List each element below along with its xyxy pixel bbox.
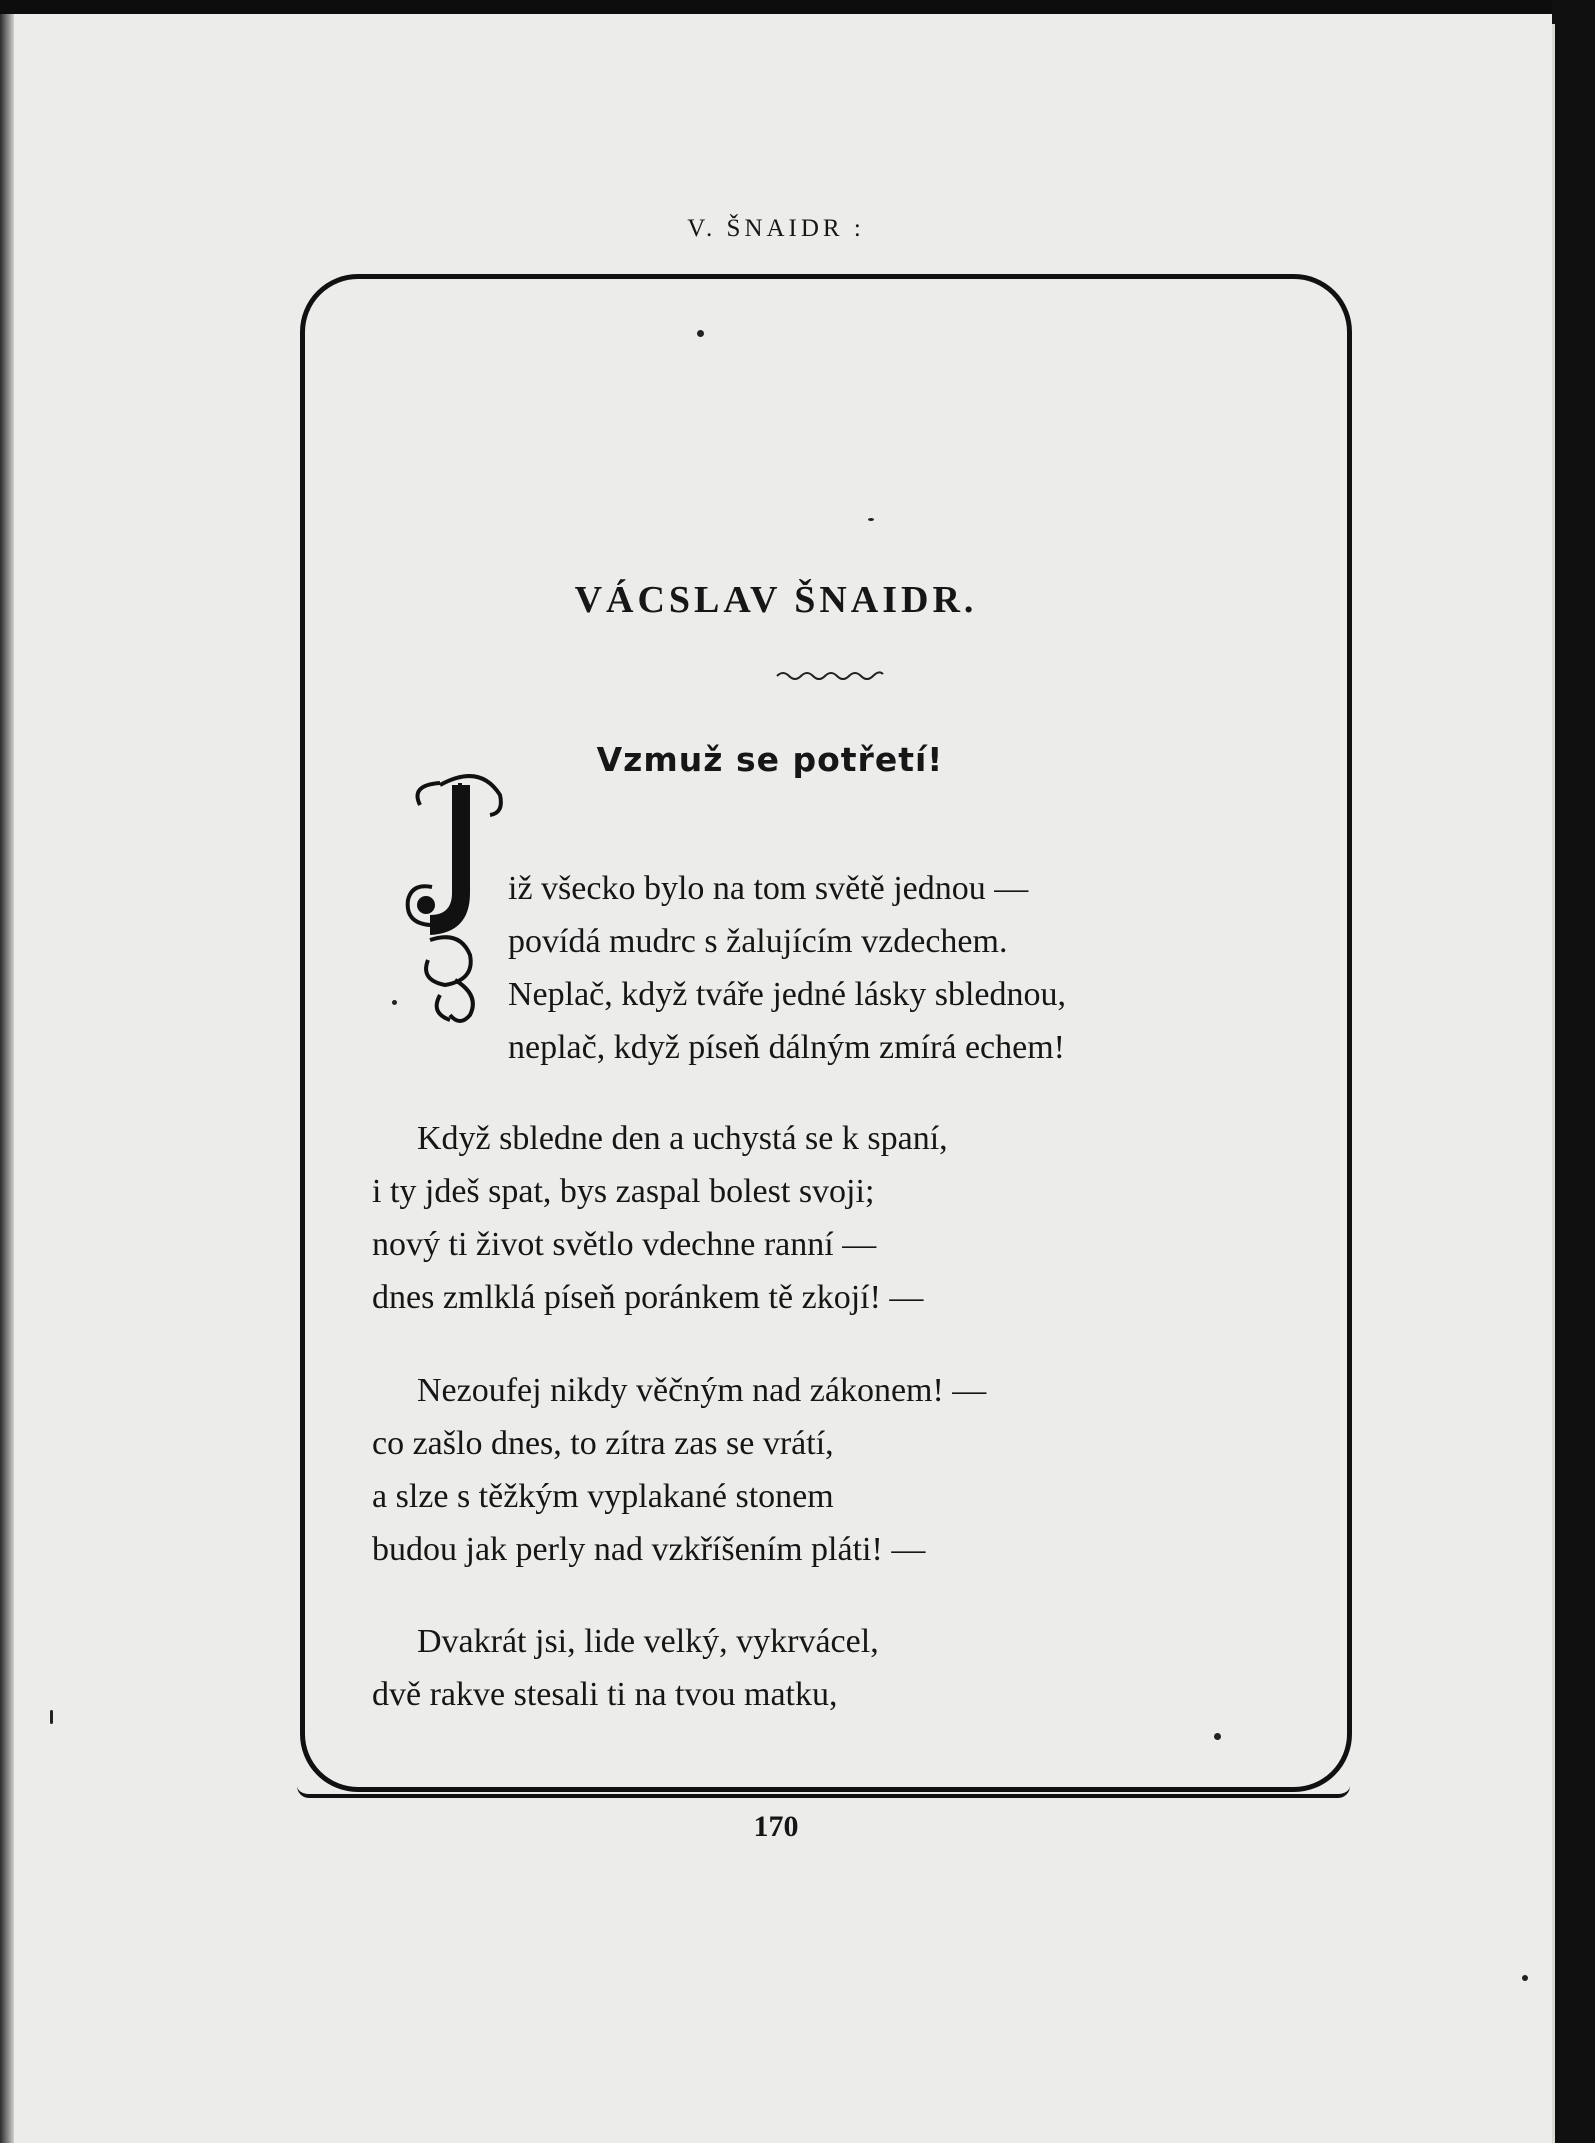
stanza-3 bbox=[372, 1364, 986, 1576]
ink-speck bbox=[697, 330, 704, 337]
ornamental-squiggle bbox=[775, 668, 885, 680]
stanza-2 bbox=[372, 1112, 948, 1324]
verse-line: Nezoufej nikdy věčným nad zákonem! — bbox=[417, 1372, 987, 1409]
verse-line: nový ti život světlo vdechne ranní — bbox=[372, 1226, 877, 1263]
ink-speck bbox=[1522, 1975, 1528, 1981]
ink-speck bbox=[50, 1710, 53, 1724]
author-heading: VÁCSLAV ŠNAIDR. bbox=[574, 579, 978, 621]
ink-speck bbox=[868, 518, 874, 521]
verse-line: povídá mudrc s žalujícím vzdechem. bbox=[508, 923, 1008, 960]
poem-title: Vzmuž se potřetí! bbox=[596, 740, 944, 779]
stanza-1 bbox=[508, 862, 1066, 1074]
book-gutter bbox=[1552, 0, 1595, 2143]
verse-line: co zašlo dnes, to zítra zas se vrátí, bbox=[372, 1425, 834, 1462]
verse-line: Když sbledne den a uchystá se k spaní, bbox=[417, 1120, 948, 1157]
verse-line: Dvakrát jsi, lide velký, vykrvácel, bbox=[417, 1623, 879, 1660]
drop-cap-ornament bbox=[400, 765, 510, 1030]
verse-line: dvě rakve stesali ti na tvou matku, bbox=[372, 1676, 838, 1713]
verse-line: neplač, když píseň dálným zmírá echem! bbox=[508, 1029, 1065, 1066]
verse-line: iž všecko bylo na tom světě jednou — bbox=[508, 870, 1029, 907]
verse-line: a slze s těžkým vyplakané stonem bbox=[372, 1478, 834, 1515]
verse-line: budou jak perly nad vzkříšením pláti! — bbox=[372, 1531, 926, 1568]
verse-line: i ty jdeš spat, bys zaspal bolest svoji; bbox=[372, 1173, 875, 1210]
verse-line: Neplač, když tváře jedné lásky sblednou, bbox=[508, 976, 1066, 1013]
verse-line: dnes zmlklá píseň poránkem tě zkojí! — bbox=[372, 1279, 924, 1316]
page-number: 170 bbox=[753, 1810, 799, 1843]
ink-speck bbox=[392, 1000, 397, 1005]
running-head: V. ŠNAIDR : bbox=[687, 215, 865, 242]
ink-speck bbox=[1214, 1733, 1221, 1740]
stanza-4 bbox=[372, 1615, 879, 1721]
